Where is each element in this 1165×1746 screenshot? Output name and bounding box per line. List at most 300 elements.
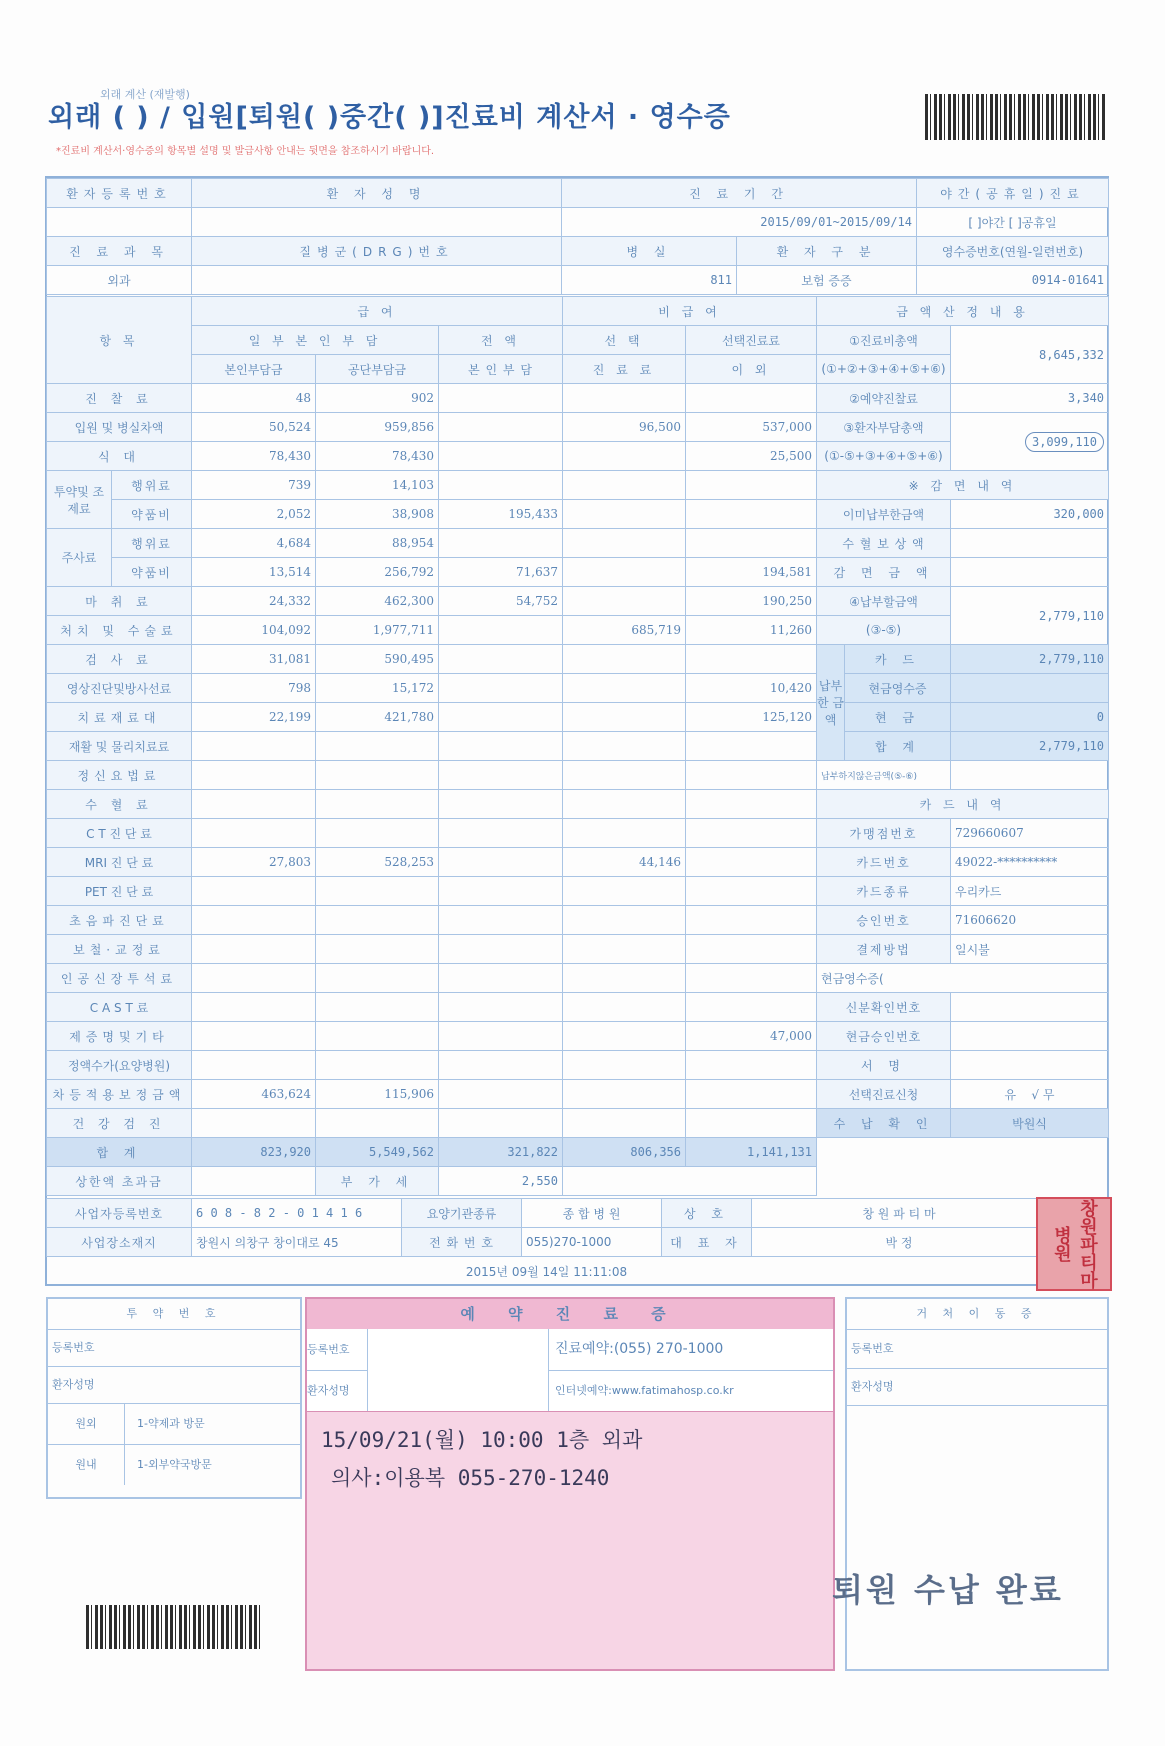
item-cell bbox=[439, 413, 563, 442]
item-cell: 15,172 bbox=[316, 674, 439, 703]
card-detail-title: 카 드 내 역 bbox=[817, 790, 1109, 819]
cash-receipt-label: 현금영수증 bbox=[845, 674, 951, 703]
transfer-box bbox=[845, 1297, 1109, 1671]
appt-reg-label: 등록번호 bbox=[307, 1329, 367, 1371]
item-cell: 38,908 bbox=[316, 500, 439, 529]
barcode-bottom bbox=[86, 1605, 260, 1649]
card-value: 2,779,110 bbox=[951, 645, 1109, 674]
item-cell bbox=[316, 1051, 439, 1080]
item-cell bbox=[686, 471, 817, 500]
item-row bbox=[47, 471, 817, 500]
cash-approval-value bbox=[951, 1022, 1109, 1051]
item-label: 치료재료대 bbox=[47, 703, 192, 732]
self-header: 본인부담금 bbox=[192, 355, 316, 384]
select-fee-header: 진 료 료 bbox=[563, 355, 686, 384]
item-cell: 2,052 bbox=[192, 500, 316, 529]
item-cell bbox=[563, 529, 686, 558]
item-row bbox=[47, 558, 817, 587]
item-cell bbox=[316, 761, 439, 790]
item-label: 차등적용보정금액 bbox=[47, 1080, 192, 1109]
item-cell bbox=[439, 732, 563, 761]
item-row bbox=[47, 964, 817, 993]
item-row bbox=[47, 384, 817, 413]
paid-before-value: 320,000 bbox=[951, 500, 1109, 529]
item-cell: 125,120 bbox=[686, 703, 817, 732]
prepaid-label: ②예약진찰료 bbox=[817, 384, 951, 413]
period-label: 진 료 기 간 bbox=[562, 179, 917, 208]
item-cell bbox=[439, 935, 563, 964]
insurance-value bbox=[951, 529, 1109, 558]
biz-type-value: 종 합 병 원 bbox=[522, 1199, 662, 1228]
item-cell bbox=[316, 935, 439, 964]
item-label: 검 사 료 bbox=[47, 645, 192, 674]
item-label: 보철·교정료 bbox=[47, 935, 192, 964]
full-self-header: 본 인 부 담 bbox=[439, 355, 563, 384]
item-cell bbox=[563, 964, 686, 993]
item-row bbox=[47, 993, 817, 1022]
id-value bbox=[951, 993, 1109, 1022]
item-cell bbox=[686, 790, 817, 819]
item-group-label: 주사료 bbox=[47, 529, 112, 587]
item-cell bbox=[439, 761, 563, 790]
total-fee-label: ①진료비총액 bbox=[817, 326, 951, 355]
patient-name-value bbox=[192, 208, 562, 237]
item-label: C T 진 단 료 bbox=[47, 819, 192, 848]
patient-name-label: 환 자 성 명 bbox=[192, 179, 562, 208]
item-cell: 47,000 bbox=[686, 1022, 817, 1051]
item-row bbox=[47, 529, 817, 558]
item-row bbox=[47, 413, 817, 442]
item-label: 초음파진단료 bbox=[47, 906, 192, 935]
item-cell bbox=[563, 819, 686, 848]
item-label: 재활 및 물리치료료 bbox=[47, 732, 192, 761]
item-cell bbox=[563, 674, 686, 703]
card-type-value: 우리카드 bbox=[951, 877, 1109, 906]
item-cell bbox=[439, 616, 563, 645]
item-cell bbox=[686, 529, 817, 558]
appt-labels bbox=[307, 1329, 368, 1411]
discharge-complete-stamp: 퇴원 수납 완료 bbox=[832, 1571, 1064, 1609]
select-other-header: 선택진료료 bbox=[686, 326, 817, 355]
business-table bbox=[46, 1198, 1047, 1285]
item-cell bbox=[316, 790, 439, 819]
item-cell: 104,092 bbox=[192, 616, 316, 645]
item-label: 마 취 료 bbox=[47, 587, 192, 616]
item-cell bbox=[439, 384, 563, 413]
barcode-top bbox=[925, 94, 1105, 140]
biz-reg-value: 6 0 8 - 8 2 - 0 1 4 1 6 bbox=[192, 1199, 402, 1228]
item-row bbox=[47, 616, 817, 645]
item-row bbox=[47, 442, 817, 471]
item-cell bbox=[686, 935, 817, 964]
partial-header: 일 부 본 인 부 담 bbox=[192, 326, 439, 355]
approval-value: 71606620 bbox=[951, 906, 1109, 935]
item-cell: 31,081 bbox=[192, 645, 316, 674]
item-label: 입원 및 병실차액 bbox=[47, 413, 192, 442]
item-cell bbox=[563, 790, 686, 819]
biz-reg-label: 사업자등록번호 bbox=[47, 1199, 192, 1228]
ward-label: 병 실 bbox=[562, 237, 737, 266]
item-cell bbox=[563, 993, 686, 1022]
item-cell: 528,253 bbox=[316, 848, 439, 877]
item-cell bbox=[316, 819, 439, 848]
paid-before-label: 이미납부한금액 bbox=[817, 500, 951, 529]
issue-date: 2015년 09월 14일 11:11:08 bbox=[465, 1264, 628, 1279]
item-cell: 50,524 bbox=[192, 413, 316, 442]
item-cell bbox=[563, 1051, 686, 1080]
item-row bbox=[47, 732, 817, 761]
total-self: 823,920 bbox=[192, 1138, 316, 1167]
self-total-formula: (①-⑤+③+④+⑤+⑥) bbox=[817, 442, 951, 471]
item-cell bbox=[439, 1051, 563, 1080]
upper-limit-value bbox=[192, 1167, 316, 1196]
calc-header: 금 액 산 정 내 용 bbox=[817, 297, 1109, 326]
unpaid-value bbox=[951, 761, 1109, 790]
item-cell: 88,954 bbox=[316, 529, 439, 558]
item-cell bbox=[316, 1022, 439, 1051]
dept-label: 진 료 과 목 bbox=[47, 237, 192, 266]
item-cell bbox=[686, 906, 817, 935]
outside-label: 원외 bbox=[48, 1404, 125, 1444]
item-cell bbox=[563, 587, 686, 616]
self-total-label: ③환자부담총액 bbox=[817, 413, 951, 442]
item-cell bbox=[439, 848, 563, 877]
item-cell: 739 bbox=[192, 471, 316, 500]
patient-table bbox=[46, 178, 1109, 295]
item-cell bbox=[192, 1051, 316, 1080]
pay-value: 2,779,110 bbox=[951, 587, 1109, 645]
installment-value: 일시불 bbox=[951, 935, 1109, 964]
drg-value bbox=[192, 266, 562, 295]
item-cell bbox=[686, 384, 817, 413]
patient-type-value: 보험 증증 bbox=[737, 266, 917, 295]
item-cell: 78,430 bbox=[316, 442, 439, 471]
item-cell: 798 bbox=[192, 674, 316, 703]
item-cell bbox=[192, 993, 316, 1022]
receipt-no-value: 0914-01641 bbox=[917, 266, 1109, 295]
select-no: √ 무 bbox=[1031, 1087, 1055, 1102]
item-cell: 902 bbox=[316, 384, 439, 413]
select-header: 선 택 bbox=[563, 326, 686, 355]
item-cell: 194,581 bbox=[686, 558, 817, 587]
discount-value bbox=[951, 558, 1109, 587]
item-cell: 10,420 bbox=[686, 674, 817, 703]
transfer-reg-label: 등록번호 bbox=[847, 1330, 1107, 1369]
paid-label: 납부한 금액 bbox=[817, 645, 845, 761]
hospital-stamp: 창원파티마병원 bbox=[1036, 1197, 1112, 1291]
inside-label: 원내 bbox=[48, 1445, 125, 1485]
item-cell: 78,430 bbox=[192, 442, 316, 471]
medication-box bbox=[46, 1297, 302, 1499]
item-cell bbox=[192, 819, 316, 848]
item-cell: 27,803 bbox=[192, 848, 316, 877]
item-cell: 13,514 bbox=[192, 558, 316, 587]
item-cell: 256,792 bbox=[316, 558, 439, 587]
item-cell bbox=[192, 790, 316, 819]
item-cell bbox=[686, 993, 817, 1022]
item-sub-label: 행위료 bbox=[112, 529, 192, 558]
discount-label: 감 면 금 액 bbox=[817, 558, 951, 587]
item-cell bbox=[192, 877, 316, 906]
item-cell bbox=[563, 384, 686, 413]
nonbenefit-header: 비 급 여 bbox=[563, 297, 817, 326]
item-row bbox=[47, 906, 817, 935]
total-full: 321,822 bbox=[439, 1138, 563, 1167]
total-label: 합 계 bbox=[47, 1138, 192, 1167]
drg-label: 질병군(DRG)번호 bbox=[192, 237, 562, 266]
confirm-value: 박원식 bbox=[951, 1109, 1109, 1138]
item-cell bbox=[316, 1109, 439, 1138]
item-cell bbox=[563, 500, 686, 529]
item-cell bbox=[686, 761, 817, 790]
night-value: [ ]야간 [ ]공휴일 bbox=[917, 208, 1109, 237]
card-no-label: 카드번호 bbox=[817, 848, 951, 877]
appt-phone: 진료예약:(055) 270-1000 bbox=[549, 1329, 833, 1371]
item-cell: 96,500 bbox=[563, 413, 686, 442]
item-cell bbox=[686, 732, 817, 761]
total-other: 1,141,131 bbox=[686, 1138, 817, 1167]
total-fee-formula: (①+②+③+④+⑤+⑥) bbox=[817, 355, 951, 384]
corp-header: 공단부담금 bbox=[316, 355, 439, 384]
reg-no-label: 환자등록번호 bbox=[47, 179, 192, 208]
item-row bbox=[47, 761, 817, 790]
item-label: 건 강 검 진 bbox=[47, 1109, 192, 1138]
biz-tel-value: 055)270-1000 bbox=[522, 1228, 662, 1257]
item-cell bbox=[439, 529, 563, 558]
appt-line-1: 15/09/21(월) 10:00 1층 외과 bbox=[321, 1428, 643, 1452]
total-select: 806,356 bbox=[563, 1138, 686, 1167]
document-title: 외래 ( ) / 입원[퇴원( )중간( )]진료비 계산서 · 영수증 bbox=[48, 102, 731, 133]
item-cell bbox=[439, 1109, 563, 1138]
sign-value bbox=[951, 1051, 1109, 1080]
item-cell: 463,624 bbox=[192, 1080, 316, 1109]
merchant-label: 가맹점번호 bbox=[817, 819, 951, 848]
item-cell bbox=[563, 1022, 686, 1051]
appointment-title: 예 약 진 료 증 bbox=[307, 1299, 833, 1329]
item-cell bbox=[316, 964, 439, 993]
item-cell: 14,103 bbox=[316, 471, 439, 500]
appt-web: 인터넷예약:www.fatimahosp.co.kr bbox=[555, 1384, 734, 1397]
item-row bbox=[47, 645, 817, 674]
card-label: 카 드 bbox=[845, 645, 951, 674]
select-yes: 유 bbox=[1004, 1087, 1017, 1102]
item-cell bbox=[563, 703, 686, 732]
benefit-header: 급 여 bbox=[192, 297, 563, 326]
item-cell: 537,000 bbox=[686, 413, 817, 442]
item-row bbox=[47, 790, 817, 819]
medication-row-2 bbox=[48, 1445, 300, 1485]
cash-label: 현 금 bbox=[845, 703, 951, 732]
item-cell bbox=[686, 1080, 817, 1109]
patient-type-label: 환 자 구 분 bbox=[737, 237, 917, 266]
outside-desc: 1-약제과 방문 bbox=[137, 1417, 205, 1430]
item-cell bbox=[686, 1109, 817, 1138]
item-cell: 25,500 bbox=[686, 442, 817, 471]
item-cell bbox=[686, 645, 817, 674]
item-cell bbox=[192, 964, 316, 993]
reissue-label: 외래 계산 (재발행) bbox=[100, 88, 190, 101]
item-cell bbox=[439, 703, 563, 732]
item-cell: 48 bbox=[192, 384, 316, 413]
cash-approval-label: 현금승인번호 bbox=[817, 1022, 951, 1051]
item-cell bbox=[686, 848, 817, 877]
item-label: MRI 진 단 료 bbox=[47, 848, 192, 877]
item-cell bbox=[563, 1080, 686, 1109]
item-cell: 71,637 bbox=[439, 558, 563, 587]
item-cell bbox=[439, 819, 563, 848]
item-cell bbox=[563, 761, 686, 790]
item-cell: 590,495 bbox=[316, 645, 439, 674]
item-cell: 195,433 bbox=[439, 500, 563, 529]
item-cell bbox=[686, 1051, 817, 1080]
item-cell bbox=[439, 877, 563, 906]
card-no-value: 49022-********** bbox=[951, 848, 1109, 877]
card-type-label: 카드종류 bbox=[817, 877, 951, 906]
item-cell bbox=[192, 1109, 316, 1138]
header-note: *진료비 계산서·영수증의 항목별 설명 및 발급사항 안내는 뒷면을 참조하시기 바랍니다. bbox=[56, 146, 435, 157]
full-header: 전 액 bbox=[439, 326, 563, 355]
item-cell bbox=[439, 993, 563, 1022]
item-label: 식 대 bbox=[47, 442, 192, 471]
item-cell: 421,780 bbox=[316, 703, 439, 732]
item-sub-label: 약품비 bbox=[112, 558, 192, 587]
item-label: C A S T 료 bbox=[47, 993, 192, 1022]
item-cell bbox=[563, 471, 686, 500]
cash-receipt-value bbox=[951, 674, 1109, 703]
item-row bbox=[47, 819, 817, 848]
item-row bbox=[47, 1109, 817, 1138]
prepaid-value: 3,340 bbox=[951, 384, 1109, 413]
item-row bbox=[47, 1080, 817, 1109]
installment-label: 결제방법 bbox=[817, 935, 951, 964]
biz-name-label: 상 호 bbox=[662, 1199, 752, 1228]
biz-tel-label: 전 화 번 호 bbox=[402, 1228, 522, 1257]
appointment-box bbox=[305, 1297, 835, 1671]
item-row bbox=[47, 500, 817, 529]
biz-name-value: 창 원 파 티 마 bbox=[752, 1199, 1047, 1228]
item-cell bbox=[686, 877, 817, 906]
item-label: 정신요법료 bbox=[47, 761, 192, 790]
merchant-value: 729660607 bbox=[951, 819, 1109, 848]
sum-label: 합 계 bbox=[845, 732, 951, 761]
dept-value: 외과 bbox=[47, 266, 192, 295]
unpaid-label: 납부하지않은금액(⑤-⑥) bbox=[817, 761, 951, 790]
item-cell bbox=[439, 442, 563, 471]
approval-label: 승인번호 bbox=[817, 906, 951, 935]
night-label: 야간(공휴일)진료 bbox=[917, 179, 1109, 208]
total-corp: 5,549,562 bbox=[316, 1138, 439, 1167]
appointment-info bbox=[307, 1329, 833, 1412]
item-row bbox=[47, 877, 817, 906]
upper-limit-label: 상한액 초과금 bbox=[47, 1167, 192, 1196]
item-cell bbox=[316, 732, 439, 761]
item-cell: 462,300 bbox=[316, 587, 439, 616]
cash-value: 0 bbox=[951, 703, 1109, 732]
discount-title: ※ 감 면 내 역 bbox=[817, 471, 1109, 500]
item-cell bbox=[439, 1080, 563, 1109]
transfer-title: 거 처 이 동 증 bbox=[847, 1299, 1107, 1330]
inside-desc: 1-외부약국방문 bbox=[137, 1458, 212, 1471]
cash-receipt-line: 현금영수증( bbox=[817, 964, 1109, 993]
item-cell bbox=[563, 935, 686, 964]
item-cell: 685,719 bbox=[563, 616, 686, 645]
item-cell bbox=[563, 442, 686, 471]
item-cell bbox=[686, 964, 817, 993]
vat-blank bbox=[563, 1167, 817, 1196]
item-row bbox=[47, 848, 817, 877]
item-label: 수 혈 료 bbox=[47, 790, 192, 819]
item-cell: 190,250 bbox=[686, 587, 817, 616]
item-cell bbox=[439, 790, 563, 819]
item-row bbox=[47, 935, 817, 964]
other-header: 이 외 bbox=[686, 355, 817, 384]
item-row bbox=[47, 1051, 817, 1080]
items-table bbox=[46, 296, 817, 1196]
item-sub-label: 행위료 bbox=[112, 471, 192, 500]
item-cell bbox=[439, 964, 563, 993]
item-label: 처치 및 수술료 bbox=[47, 616, 192, 645]
vat-label: 부 가 세 bbox=[316, 1167, 439, 1196]
appt-contact bbox=[549, 1329, 833, 1411]
self-total-value bbox=[951, 413, 1109, 471]
item-row bbox=[47, 703, 817, 732]
item-label: 제증명및기타 bbox=[47, 1022, 192, 1051]
appt-values bbox=[368, 1329, 549, 1411]
appt-line-2: 의사:이용복 055-270-1240 bbox=[331, 1466, 610, 1490]
item-cell bbox=[563, 558, 686, 587]
calc-table bbox=[816, 296, 1109, 1138]
ward-value: 811 bbox=[562, 266, 737, 295]
item-cell bbox=[316, 906, 439, 935]
item-cell bbox=[563, 877, 686, 906]
item-label: 인공신장투석료 bbox=[47, 964, 192, 993]
item-sub-label: 약품비 bbox=[112, 500, 192, 529]
item-row bbox=[47, 1022, 817, 1051]
item-cell bbox=[439, 1022, 563, 1051]
pay-formula: (③-⑤) bbox=[817, 616, 951, 645]
receipt-no-label: 영수증번호(연월-일련번호) bbox=[917, 237, 1109, 266]
item-header: 항 목 bbox=[47, 297, 192, 384]
sign-label: 서 명 bbox=[817, 1051, 951, 1080]
item-cell bbox=[316, 877, 439, 906]
item-cell bbox=[686, 819, 817, 848]
item-row bbox=[47, 587, 817, 616]
item-label: 영상진단및방사선료 bbox=[47, 674, 192, 703]
item-cell bbox=[192, 732, 316, 761]
item-rows bbox=[47, 384, 817, 1138]
reg-no-value bbox=[47, 208, 192, 237]
period-value: 2015/09/01~2015/09/14 bbox=[562, 208, 917, 237]
item-label: 진 찰 료 bbox=[47, 384, 192, 413]
biz-rep-label: 대 표 자 bbox=[662, 1228, 752, 1257]
confirm-label: 수 납 확 인 bbox=[817, 1109, 951, 1138]
select-request-label: 선택진료신청 bbox=[817, 1080, 951, 1109]
item-cell bbox=[192, 906, 316, 935]
self-total-circled: 3,099,110 bbox=[1025, 432, 1104, 452]
medication-name-label: 환자성명 bbox=[48, 1367, 300, 1404]
item-cell bbox=[686, 500, 817, 529]
item-label: PET 진 단 료 bbox=[47, 877, 192, 906]
vat-value: 2,550 bbox=[439, 1167, 563, 1196]
biz-rep-value: 박 정 bbox=[752, 1228, 1047, 1257]
insurance-label: 수 혈 보 상 액 bbox=[817, 529, 951, 558]
item-cell bbox=[439, 645, 563, 674]
item-cell: 24,332 bbox=[192, 587, 316, 616]
item-cell bbox=[563, 1109, 686, 1138]
item-cell bbox=[192, 761, 316, 790]
pay-label: ④납부할금액 bbox=[817, 587, 951, 616]
item-cell: 4,684 bbox=[192, 529, 316, 558]
